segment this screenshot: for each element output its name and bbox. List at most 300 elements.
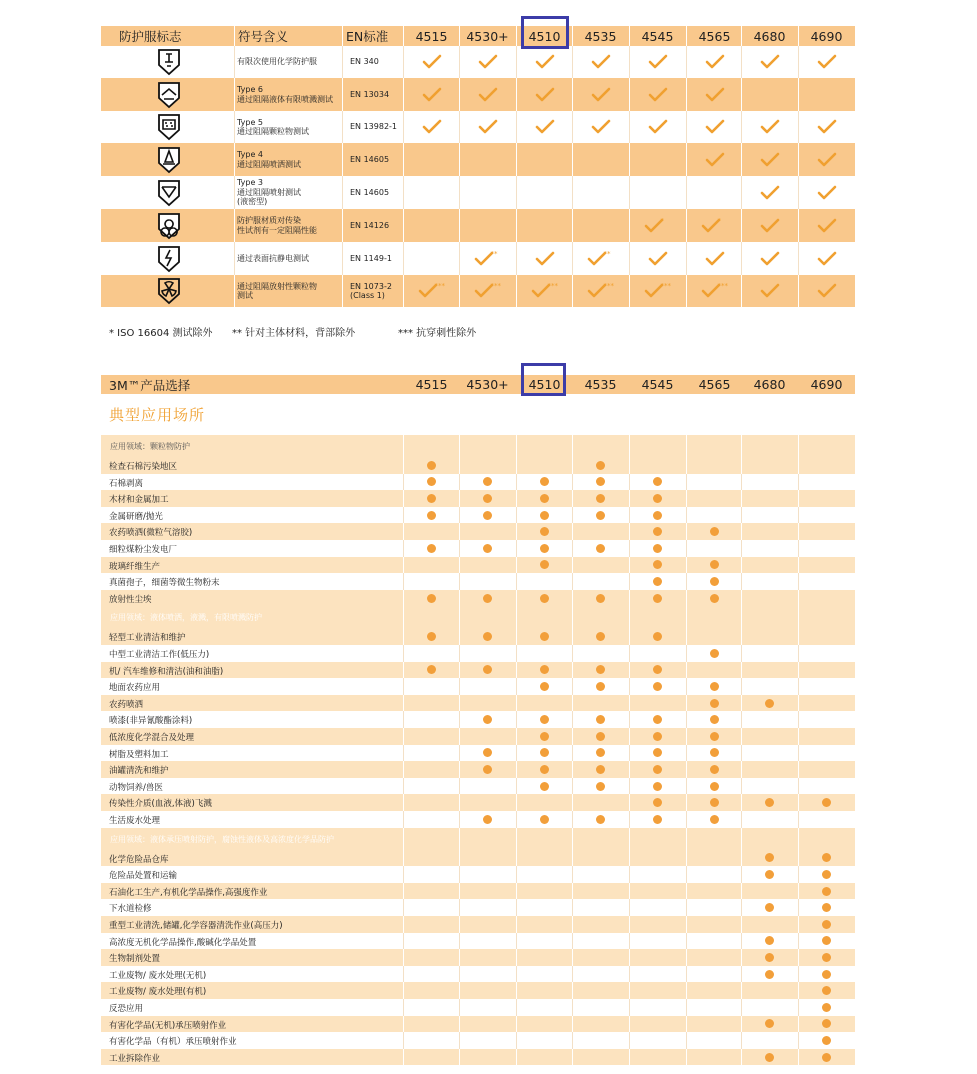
footnote-stars: ** [603, 249, 611, 258]
suitability-dot [596, 748, 605, 757]
application-label: 玻璃纤维生产 [109, 561, 161, 572]
application-label: 油罐清洗和维护 [109, 766, 169, 777]
application-row [101, 745, 855, 762]
section-title: 应用领域：液体承压喷射防护，腐蚀性液体及高浓度化学品防护 [110, 834, 334, 844]
suitability-dot [427, 665, 436, 674]
meaning-line: Type 4 [237, 150, 264, 159]
suitability-dot [483, 632, 492, 641]
check-icon [817, 185, 837, 201]
en-standard [350, 143, 402, 176]
application-row [101, 662, 855, 679]
suitability-dot [540, 715, 549, 724]
suitability-dot [765, 699, 774, 708]
suitability-dot [765, 853, 774, 862]
check-icon [591, 87, 611, 103]
suitability-dot [596, 815, 605, 824]
suitability-dot [710, 782, 719, 791]
suitability-dot [540, 665, 549, 674]
application-row [101, 711, 855, 728]
meaning-line: 性试剂有一定阻隔性能 [237, 225, 317, 235]
type4-icon [157, 146, 181, 174]
suitability-dot [653, 577, 662, 586]
suitability-dot [483, 715, 492, 724]
suitability-dot [653, 815, 662, 824]
symbol-meaning [237, 242, 341, 275]
check-icon [648, 251, 668, 267]
meaning-line: 有限次使用化学防护服 [237, 57, 317, 67]
meaning-line: (液密型) [237, 197, 268, 207]
suitability-dot [653, 544, 662, 553]
application-label: 重型工业清洗,储罐,化学容器清洗作业(高压力) [109, 921, 283, 931]
standard-line: EN 1073-2 [350, 281, 392, 291]
application-row [101, 573, 855, 590]
application-label: 传染性介质(血液,体液)飞溅 [109, 799, 212, 810]
suitability-dot [540, 682, 549, 691]
check-icon [648, 54, 668, 70]
suitability-dot [653, 511, 662, 520]
application-label: 农药喷洒 [109, 699, 144, 710]
application-row [101, 1016, 855, 1033]
standard-line: (Class 1) [350, 291, 385, 300]
application-label: 石油化工生产,有机化学品操作,高强度作业 [109, 887, 268, 898]
application-row [101, 557, 855, 574]
header-meaning: 符号含义 [238, 29, 289, 44]
application-row [101, 695, 855, 712]
application-label: 生物制剂处置 [109, 954, 161, 965]
suitability-dot [540, 748, 549, 757]
table1-row [101, 111, 855, 143]
suitability-dot [822, 1036, 831, 1045]
suitability-dot [483, 594, 492, 603]
application-label: 动物饲养/兽医 [109, 782, 163, 793]
footnote-stars: *** [547, 282, 558, 290]
application-label: 工业废物/ 废水处理(有机) [109, 987, 207, 998]
symbol-meaning [237, 46, 341, 78]
application-row [101, 645, 855, 662]
check-icon [591, 119, 611, 135]
application-label: 化学危险品仓库 [109, 854, 169, 865]
section-header [101, 828, 855, 850]
check-icon [705, 119, 725, 135]
suitability-dot [710, 527, 719, 536]
suitability-dot [710, 732, 719, 741]
application-label: 中型工业清洁工作(低压力) [109, 650, 210, 660]
en-standard [350, 242, 402, 275]
suitability-dot [596, 665, 605, 674]
check-icon [422, 119, 442, 135]
suitability-dot [596, 544, 605, 553]
suitability-dot [653, 715, 662, 724]
meaning-line: Type 5 [237, 117, 264, 127]
suitability-dot [653, 632, 662, 641]
application-label: 有害化学品（有机）承压喷射作业 [109, 1037, 237, 1048]
check-icon [760, 119, 780, 135]
suitability-dot [483, 494, 492, 503]
application-label: 农药喷洒(微粒气溶胶) [109, 528, 193, 539]
check-icon [591, 54, 611, 70]
meaning-line: 通过阻隔放射性颗粒物 [237, 281, 317, 291]
application-label: 低浓度化学混合及处理 [109, 733, 195, 743]
header-model-4510: 4510 [528, 28, 561, 44]
application-label: 细粒煤粉尘发电厂 [109, 545, 178, 555]
suitability-dot [596, 765, 605, 774]
suitability-dot [653, 665, 662, 674]
suitability-dot [427, 594, 436, 603]
suitability-dot [765, 1019, 774, 1028]
application-label: 危险品处置和运输 [109, 871, 178, 882]
check-icon [760, 185, 780, 201]
header-model-4565: 4565 [698, 28, 731, 44]
en-standard [350, 176, 402, 209]
product-selection-title: 3M™产品选择 [109, 377, 191, 393]
suitability-dot [822, 1019, 831, 1028]
suitability-dot [540, 560, 549, 569]
application-row [101, 982, 855, 999]
application-row [101, 540, 855, 557]
table1-header [101, 26, 855, 46]
suitability-dot [653, 494, 662, 503]
check-icon [705, 54, 725, 70]
table1-row [101, 78, 855, 111]
check-icon [705, 152, 725, 168]
en-standard [350, 111, 402, 143]
suitability-dot [483, 748, 492, 757]
header-standard: EN标准 [346, 29, 389, 44]
standard-line: EN 14605 [350, 187, 390, 197]
suitability-dot [596, 511, 605, 520]
table1-row [101, 242, 855, 275]
header-symbol: 防护服标志 [119, 29, 182, 44]
suitability-dot [710, 765, 719, 774]
suitability-dot [822, 887, 831, 896]
footnote-stars: *** [717, 282, 728, 290]
suitability-dot [596, 682, 605, 691]
suitability-dot [427, 511, 436, 520]
application-row [101, 474, 855, 491]
selected-model-highlight [521, 16, 569, 49]
suitability-dot [822, 970, 831, 979]
suitability-dot [765, 936, 774, 945]
section-header [101, 606, 855, 628]
suitability-dot [540, 765, 549, 774]
suitability-dot [765, 903, 774, 912]
selected-model-highlight [521, 363, 566, 396]
suitability-dot [653, 798, 662, 807]
application-label: 石棉剥离 [109, 478, 144, 489]
cat1-suit-icon [157, 48, 181, 76]
suitability-dot [822, 903, 831, 912]
suitability-dot [596, 715, 605, 724]
application-row [101, 916, 855, 933]
suitability-dot [710, 798, 719, 807]
suitability-dot [765, 798, 774, 807]
suitability-dot [710, 815, 719, 824]
check-icon [760, 218, 780, 234]
check-icon [705, 251, 725, 267]
header-model-4530+: 4530+ [466, 28, 509, 44]
check-icon [648, 119, 668, 135]
footnote-stars: ** [490, 249, 498, 258]
footnote-stars: *** [434, 282, 445, 290]
suitability-dot [540, 782, 549, 791]
suitability-dot [710, 594, 719, 603]
suitability-dot [653, 732, 662, 741]
check-icon [535, 87, 555, 103]
suitability-dot [653, 477, 662, 486]
suitability-dot [653, 527, 662, 536]
suitability-dot [483, 665, 492, 674]
application-row [101, 966, 855, 983]
suitability-dot [540, 511, 549, 520]
meaning-line: Type 3 [237, 178, 264, 188]
suitability-dot [483, 765, 492, 774]
type3-icon [157, 179, 181, 207]
application-label: 高浓度无机化学品操作,酸碱化学品处置 [109, 937, 257, 948]
en-standard [350, 275, 402, 307]
biohazard-icon [157, 212, 181, 240]
table1-row [101, 46, 855, 78]
suitability-dot [540, 544, 549, 553]
suitability-dot [765, 953, 774, 962]
header-model-4510: 4510 [528, 377, 561, 392]
section-title: 应用领域：液体喷洒，液溅，有限喷溅防护 [110, 613, 262, 623]
suitability-dot [710, 577, 719, 586]
application-row [101, 933, 855, 950]
check-icon [422, 87, 442, 103]
application-row [101, 1049, 855, 1066]
suitability-dot [483, 544, 492, 553]
table2-header [101, 375, 855, 394]
application-label: 生活废水处理 [109, 816, 161, 826]
suitability-dot [596, 632, 605, 641]
table1-row [101, 143, 855, 176]
standard-line: EN 14605 [350, 154, 390, 164]
standard-line: EN 13982-1 [350, 122, 398, 132]
check-icon [817, 152, 837, 168]
suitability-dot [710, 560, 719, 569]
suitability-dot [540, 732, 549, 741]
symbol-meaning [237, 143, 341, 176]
check-icon [817, 54, 837, 70]
suitability-dot [596, 732, 605, 741]
application-label: 检查石棉污染地区 [109, 462, 178, 472]
check-icon [817, 119, 837, 135]
header-model-4680: 4680 [753, 377, 786, 392]
check-icon [535, 251, 555, 267]
application-label: 放射性尘埃 [109, 594, 152, 605]
suitability-dot [710, 649, 719, 658]
footnote-stars: * [717, 216, 721, 225]
application-row [101, 523, 855, 540]
suitability-dot [765, 970, 774, 979]
check-icon [478, 87, 498, 103]
table1-row [101, 176, 855, 209]
suitability-dot [596, 782, 605, 791]
meaning-line: 防护服材质对传染 [237, 216, 301, 225]
meaning-line: Type 6 [237, 85, 264, 94]
suitability-dot [596, 461, 605, 470]
check-icon [535, 54, 555, 70]
suitability-dot [822, 1003, 831, 1012]
suitability-dot [765, 1053, 774, 1062]
suitability-dot [596, 494, 605, 503]
symbol-meaning [237, 209, 341, 242]
suitability-dot [822, 986, 831, 995]
meaning-line: 通过阻隔液体有限喷溅测试 [237, 94, 333, 104]
footnote: ** 针对主体材料，背部除外 [232, 328, 356, 339]
en-standard [350, 78, 402, 111]
suitability-dot [540, 527, 549, 536]
application-row [101, 778, 855, 795]
suitability-dot [483, 511, 492, 520]
suitability-dot [822, 853, 831, 862]
application-label: 反恐应用 [109, 1004, 144, 1014]
suitability-dot [427, 477, 436, 486]
footnote: *** 抗穿刺性除外 [398, 328, 477, 339]
check-icon [535, 119, 555, 135]
suitability-dot [427, 632, 436, 641]
check-icon [760, 251, 780, 267]
meaning-line: 通过阻隔颗粒物测试 [237, 127, 309, 136]
suitability-dot [710, 715, 719, 724]
header-model-4535: 4535 [584, 377, 617, 392]
header-model-4530+: 4530+ [466, 377, 509, 392]
standard-line: EN 13034 [350, 89, 390, 99]
application-label: 真菌孢子，细菌等微生物粉末 [109, 578, 220, 589]
meaning-line: 通过阻隔喷洒测试 [237, 159, 301, 169]
application-row [101, 1032, 855, 1049]
suitability-dot [427, 494, 436, 503]
suitability-dot [822, 870, 831, 879]
header-model-4545: 4545 [641, 28, 674, 44]
symbol-meaning [237, 176, 341, 209]
application-label: 轻型工业清洁和维护 [109, 633, 186, 644]
application-row [101, 728, 855, 745]
suitability-dot [427, 544, 436, 553]
footnote-stars: *** [660, 282, 671, 290]
header-model-4565: 4565 [698, 377, 731, 392]
application-label: 工业拆除作业 [109, 1053, 161, 1064]
table1-row [101, 275, 855, 307]
application-row [101, 678, 855, 695]
header-model-4515: 4515 [415, 377, 448, 392]
application-label: 机/ 汽车维修和清洁(油和油脂) [109, 666, 224, 677]
radioactive-icon [157, 277, 181, 305]
footnote-stars: * [660, 216, 664, 225]
application-row [101, 999, 855, 1016]
application-row [101, 628, 855, 645]
check-icon [760, 283, 780, 299]
suitability-dot [822, 953, 831, 962]
application-label: 树脂及塑料加工 [109, 749, 169, 760]
application-row [101, 590, 855, 607]
suitability-dot [822, 798, 831, 807]
application-row [101, 850, 855, 867]
check-icon [817, 218, 837, 234]
suitability-dot [540, 477, 549, 486]
type6-icon [157, 81, 181, 109]
application-row [101, 507, 855, 524]
application-label: 下水道检修 [109, 904, 152, 915]
type5-icon [157, 113, 181, 141]
suitability-dot [540, 632, 549, 641]
symbol-meaning [237, 111, 341, 143]
check-icon [648, 87, 668, 103]
header-model-4535: 4535 [584, 28, 617, 44]
check-icon [422, 54, 442, 70]
check-icon [760, 152, 780, 168]
symbol-meaning [237, 78, 341, 111]
suitability-dot [822, 920, 831, 929]
standard-line: EN 340 [350, 57, 379, 67]
header-model-4680: 4680 [753, 28, 786, 44]
suitability-dot [822, 1053, 831, 1062]
application-label: 喷漆(非异氰酸酯涂料) [109, 716, 193, 727]
standard-line: EN 14126 [350, 220, 390, 230]
application-row [101, 866, 855, 883]
suitability-dot [540, 594, 549, 603]
suitability-dot [653, 782, 662, 791]
suitability-dot [710, 748, 719, 757]
application-label: 工业废物/ 废水处理(无机) [109, 970, 207, 981]
application-label: 金属研磨/抛光 [109, 511, 163, 522]
check-icon [817, 283, 837, 299]
header-model-4690: 4690 [810, 377, 843, 392]
footnote-stars: *** [603, 282, 614, 290]
section-header [101, 435, 855, 457]
application-label: 有害化学品(无机)承压喷射作业 [109, 1020, 227, 1031]
application-row [101, 883, 855, 900]
suitability-dot [540, 815, 549, 824]
check-icon [817, 251, 837, 267]
suitability-dot [710, 682, 719, 691]
check-icon [478, 54, 498, 70]
application-row [101, 949, 855, 966]
application-row [101, 794, 855, 811]
suitability-dot [765, 870, 774, 879]
suitability-dot [653, 560, 662, 569]
meaning-line: 通过阻隔喷射测试 [237, 187, 301, 197]
suitability-dot [427, 461, 436, 470]
suitability-dot [483, 477, 492, 486]
suitability-dot [822, 936, 831, 945]
symbol-meaning [237, 275, 341, 307]
suitability-dot [653, 594, 662, 603]
footnote-stars: *** [490, 282, 501, 290]
application-row [101, 899, 855, 916]
application-label: 地面农药应用 [109, 683, 161, 694]
suitability-dot [596, 594, 605, 603]
footnote: * ISO 16604 测试除外 [109, 328, 213, 339]
header-model-4690: 4690 [810, 28, 843, 44]
suitability-dot [540, 494, 549, 503]
application-row [101, 490, 855, 507]
header-model-4545: 4545 [641, 377, 674, 392]
check-icon [478, 119, 498, 135]
table1-row [101, 209, 855, 242]
application-label: 木材和金属加工 [109, 495, 169, 506]
meaning-line: 通过表面抗静电测试 [237, 253, 309, 263]
suitability-dot [710, 699, 719, 708]
section-title: 应用领域：颗粒物防护 [110, 442, 190, 451]
antistatic-icon [157, 245, 181, 273]
en-standard [350, 46, 402, 78]
check-icon [705, 87, 725, 103]
suitability-dot [653, 765, 662, 774]
check-icon [760, 54, 780, 70]
application-row [101, 457, 855, 474]
suitability-dot [483, 815, 492, 824]
